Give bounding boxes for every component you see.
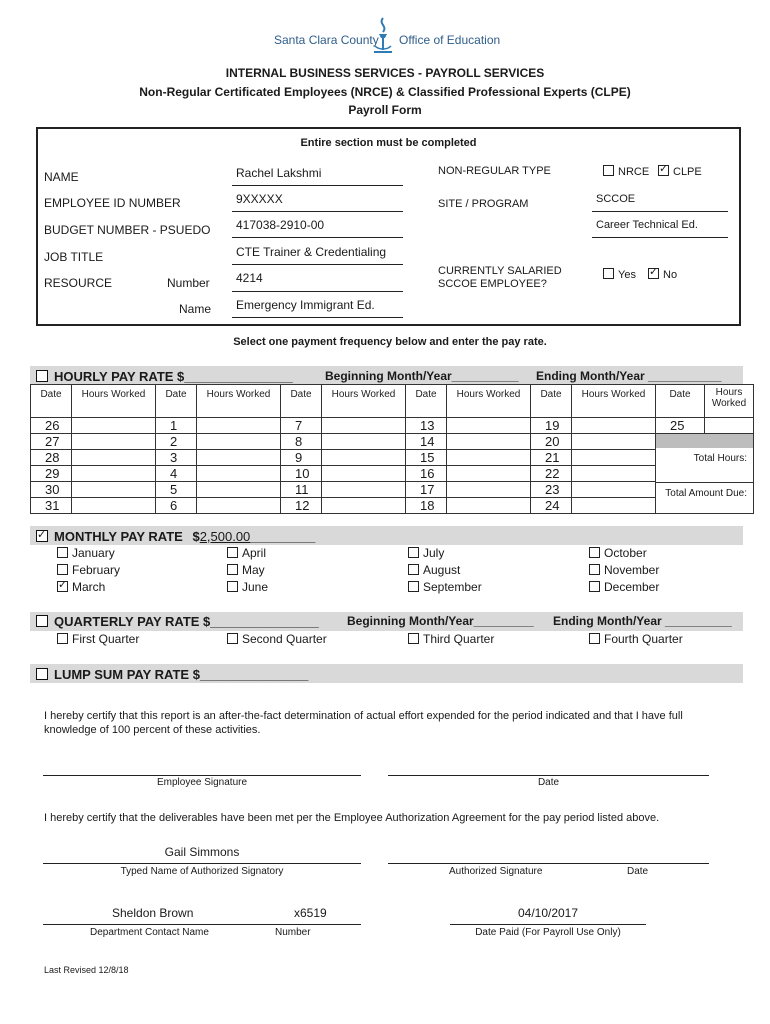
day-cell: 26 <box>31 418 72 434</box>
hours-cell[interactable] <box>72 482 156 498</box>
authorized-signature-label: Authorized Signature <box>449 866 543 877</box>
month-label: October <box>604 546 647 560</box>
month-label: February <box>72 563 121 577</box>
day-cell: 17 <box>406 482 447 498</box>
hours-cell[interactable] <box>572 450 656 466</box>
page-title-2: Non-Regular Certificated Employees (NRCE) & Classified Professional Experts (CLPE) <box>139 85 631 99</box>
table-row <box>31 498 754 514</box>
day-cell: 3 <box>156 450 197 466</box>
day-cell: 21 <box>531 450 572 466</box>
month-checkbox[interactable] <box>589 581 600 592</box>
page-title-3: Payroll Form <box>348 103 422 117</box>
contact-name-label: Department Contact Name <box>90 927 209 938</box>
day-cell: 9 <box>281 450 322 466</box>
hours-cell[interactable] <box>322 466 406 482</box>
day-cell: 16 <box>406 466 447 482</box>
fourth-quarter-option[interactable]: Fourth Quarter <box>589 632 683 646</box>
contact-number-label: Number <box>275 927 311 938</box>
hours-cell[interactable] <box>322 418 406 434</box>
select-note: Select one payment frequency below and enter the pay rate. <box>233 336 547 348</box>
month-checkbox[interactable] <box>589 547 600 558</box>
month-checkbox[interactable] <box>408 564 419 575</box>
month-label: May <box>242 563 265 577</box>
day-cell: 5 <box>156 482 197 498</box>
gray-fill <box>656 434 753 448</box>
total-hours-label: Total Hours: <box>656 448 753 483</box>
org-name-right: Office of Education <box>399 33 501 47</box>
hours-cell[interactable] <box>447 450 531 466</box>
month-option-june[interactable] <box>227 580 268 594</box>
quarterly-title[interactable]: QUARTERLY PAY RATE $_______________ <box>36 614 319 629</box>
hours-cell[interactable] <box>72 466 156 482</box>
type-clpe-option[interactable]: ✓ CLPE <box>658 165 702 178</box>
date-paid-label: Date Paid (For Payroll Use Only) <box>475 927 621 938</box>
day-cell: 30 <box>31 482 72 498</box>
month-option-april[interactable] <box>227 546 266 560</box>
employee-date-label: Date <box>537 777 560 788</box>
hours-cell[interactable] <box>197 418 281 434</box>
hours-cell[interactable] <box>705 418 754 434</box>
torch-icon <box>370 16 396 56</box>
col-date-2: Date <box>156 385 197 418</box>
month-option-july[interactable] <box>408 546 444 560</box>
col-date-4: Date <box>406 385 447 418</box>
quarterly-begin[interactable]: Beginning Month/Year_________ <box>347 614 534 628</box>
month-option-november[interactable] <box>589 563 659 577</box>
col-hours-5: Hours Worked <box>572 385 656 418</box>
site-program-field[interactable]: SCCOE <box>596 193 636 205</box>
month-label: August <box>423 563 461 577</box>
certify-text-2: I hereby certify that the deliverables have been met per the Employee Authorization Agreement for the pay period listed above. <box>44 812 660 824</box>
day-cell: 19 <box>531 418 572 434</box>
month-label: December <box>604 580 660 594</box>
table-row <box>31 466 754 482</box>
hours-cell[interactable] <box>322 498 406 514</box>
month-label: September <box>423 580 482 594</box>
signatory-name[interactable]: Gail Simmons <box>164 845 240 859</box>
month-label: March <box>72 580 106 594</box>
certify-text-1: I hereby certify that this report is an after-the-fact determination of actual effort expended for the period indicated and that I have full knowledge of 100 percent of these activities. <box>44 710 683 736</box>
hours-cell[interactable] <box>72 434 156 450</box>
hours-cell[interactable] <box>322 450 406 466</box>
month-label: January <box>72 546 115 560</box>
day-cell: 24 <box>531 498 572 514</box>
month-checkbox[interactable] <box>57 564 68 575</box>
month-checkbox[interactable] <box>408 581 419 592</box>
org-logo <box>270 16 500 56</box>
table-row <box>31 418 754 434</box>
month-label: July <box>423 546 445 560</box>
monthly-checkbox[interactable] <box>36 530 48 542</box>
month-label: June <box>242 580 269 594</box>
clpe-checkbox[interactable] <box>658 165 669 176</box>
signatory-label: Typed Name of Authorized Signatory <box>120 866 284 877</box>
hourly-checkbox[interactable] <box>36 370 48 382</box>
first-quarter-option[interactable]: First Quarter <box>57 632 139 646</box>
day-cell: 15 <box>406 450 447 466</box>
day-cell: 23 <box>531 482 572 498</box>
month-checkbox[interactable] <box>227 581 238 592</box>
org-name-left: Santa Clara County <box>274 33 379 47</box>
hours-cell[interactable] <box>197 498 281 514</box>
month-option-january[interactable] <box>57 546 115 560</box>
month-option-march[interactable] <box>57 580 105 594</box>
resource-label: RESOURCE <box>44 276 113 290</box>
salaried-label-1: CURRENTLY SALARIED <box>438 265 562 277</box>
employee-id-field[interactable]: 9XXXXX <box>236 192 283 206</box>
second-quarter-option[interactable]: Second Quarter <box>227 632 327 646</box>
job-title-field[interactable]: CTE Trainer & Credentialing <box>236 245 387 259</box>
hours-cell[interactable] <box>72 418 156 434</box>
day-cell: 29 <box>31 466 72 482</box>
day-cell: 12 <box>281 498 322 514</box>
box-heading: Entire section must be completed <box>300 137 477 149</box>
hours-cell[interactable] <box>447 498 531 514</box>
hours-cell[interactable] <box>447 482 531 498</box>
hours-cell[interactable] <box>72 450 156 466</box>
col-date-6: Date <box>656 385 705 418</box>
month-option-september[interactable] <box>408 580 482 594</box>
page-title-1: INTERNAL BUSINESS SERVICES - PAYROLL SERVICES <box>225 66 545 80</box>
col-hours-3: Hours Worked <box>322 385 406 418</box>
month-option-may[interactable] <box>227 563 265 577</box>
month-label: April <box>242 546 267 560</box>
hours-cell[interactable] <box>447 418 531 434</box>
hourly-table <box>30 384 754 514</box>
total-amount-label: Total Amount Due: <box>665 488 747 499</box>
day-cell: 11 <box>281 482 322 498</box>
hours-cell[interactable] <box>447 434 531 450</box>
salaried-no-option[interactable]: ✓ No <box>648 268 677 281</box>
day-cell: 27 <box>31 434 72 450</box>
budget-number-field[interactable]: 417038-2910-00 <box>236 218 325 232</box>
hourly-end[interactable]: Ending Month/Year ___________ <box>536 369 722 383</box>
employee-signature-label: Employee Signature <box>156 777 248 788</box>
hours-cell[interactable] <box>322 482 406 498</box>
yes-checkbox[interactable] <box>603 268 614 279</box>
month-checkbox[interactable] <box>57 547 68 558</box>
resource-name-field[interactable]: Emergency Immigrant Ed. <box>236 298 375 312</box>
day-cell: 20 <box>531 434 572 450</box>
hours-cell[interactable] <box>572 418 656 434</box>
monthly-amount[interactable]: 2,500.00 <box>199 529 251 544</box>
quarterly-end[interactable]: Ending Month/Year __________ <box>553 614 732 628</box>
day-cell: 22 <box>531 466 572 482</box>
month-checkbox[interactable] <box>589 564 600 575</box>
hours-cell[interactable] <box>72 498 156 514</box>
month-option-august[interactable] <box>408 563 460 577</box>
resource-name-label: Name <box>179 302 212 316</box>
day-cell: 25 <box>656 418 705 434</box>
authorized-date-label: Date <box>627 866 649 877</box>
col-date-3: Date <box>281 385 322 418</box>
hours-cell[interactable] <box>447 466 531 482</box>
day-cell: 7 <box>281 418 322 434</box>
day-cell: 14 <box>406 434 447 450</box>
no-checkbox[interactable] <box>648 268 659 279</box>
hours-cell[interactable] <box>572 434 656 450</box>
footer-revised: Last Revised 12/8/18 <box>44 965 129 975</box>
day-cell: 10 <box>281 466 322 482</box>
month-option-december[interactable] <box>589 580 659 594</box>
day-cell: 1 <box>156 418 197 434</box>
day-cell: 28 <box>31 450 72 466</box>
lump-title[interactable]: LUMP SUM PAY RATE $_______________ <box>36 667 308 682</box>
budget-number-label: BUDGET NUMBER - PSUEDO <box>44 223 211 237</box>
table-row <box>31 434 754 450</box>
nrce-checkbox[interactable] <box>603 165 614 176</box>
col-hours-6: Hours Worked <box>705 385 754 418</box>
resource-number-label: Number <box>167 276 210 290</box>
hourly-title[interactable]: HOURLY PAY RATE $_______________ <box>36 369 293 384</box>
salaried-yes-option[interactable]: Yes <box>603 268 636 281</box>
day-cell: 2 <box>156 434 197 450</box>
monthly-title[interactable]: ✓MONTHLY PAY RATE $2,500.00_________ <box>36 529 315 544</box>
name-field[interactable]: Rachel Lakshmi <box>236 166 322 180</box>
name-label: NAME <box>44 170 79 184</box>
date-paid[interactable]: 04/10/2017 <box>517 906 579 920</box>
month-checkbox[interactable] <box>227 547 238 558</box>
month-checkbox[interactable] <box>408 547 419 558</box>
hours-cell[interactable] <box>197 450 281 466</box>
hours-cell[interactable] <box>572 498 656 514</box>
month-option-october[interactable] <box>589 546 647 560</box>
site-program-field-2[interactable]: Career Technical Ed. <box>596 219 698 231</box>
hourly-begin[interactable]: Beginning Month/Year__________ <box>325 369 519 383</box>
hours-cell[interactable] <box>572 466 656 482</box>
non-regular-type-label: NON-REGULAR TYPE <box>438 165 551 177</box>
col-hours-2: Hours Worked <box>197 385 281 418</box>
quarterly-checkbox[interactable] <box>36 615 48 627</box>
month-checkbox[interactable] <box>227 564 238 575</box>
col-hours-1: Hours Worked <box>72 385 156 418</box>
third-quarter-option[interactable]: Third Quarter <box>408 632 494 646</box>
type-nrce-option[interactable]: NRCE <box>603 165 649 178</box>
day-cell: 13 <box>406 418 447 434</box>
table-row <box>31 482 754 498</box>
site-program-label: SITE / PROGRAM <box>438 198 529 210</box>
hours-cell[interactable] <box>197 482 281 498</box>
month-label: November <box>604 563 660 577</box>
day-cell: 8 <box>281 434 322 450</box>
lump-checkbox[interactable] <box>36 668 48 680</box>
month-checkbox[interactable] <box>57 581 68 592</box>
resource-number-field[interactable]: 4214 <box>236 271 263 285</box>
salaried-label-2: SCCOE EMPLOYEE? <box>438 278 547 290</box>
hours-cell[interactable] <box>197 466 281 482</box>
day-cell: 18 <box>406 498 447 514</box>
totals-cell <box>656 434 754 514</box>
day-cell: 4 <box>156 466 197 482</box>
col-hours-4: Hours Worked <box>447 385 531 418</box>
contact-number[interactable]: x6519 <box>294 906 327 920</box>
hours-cell[interactable] <box>572 482 656 498</box>
day-cell: 6 <box>156 498 197 514</box>
job-title-label: JOB TITLE <box>44 250 104 264</box>
day-cell: 31 <box>31 498 72 514</box>
col-date-1: Date <box>31 385 72 418</box>
employee-id-label: EMPLOYEE ID NUMBER <box>44 196 181 210</box>
hours-cell[interactable] <box>197 434 281 450</box>
hours-cell[interactable] <box>322 434 406 450</box>
month-option-february[interactable] <box>57 563 120 577</box>
col-date-5: Date <box>531 385 572 418</box>
table-row <box>31 450 754 466</box>
contact-name[interactable]: Sheldon Brown <box>112 906 194 920</box>
